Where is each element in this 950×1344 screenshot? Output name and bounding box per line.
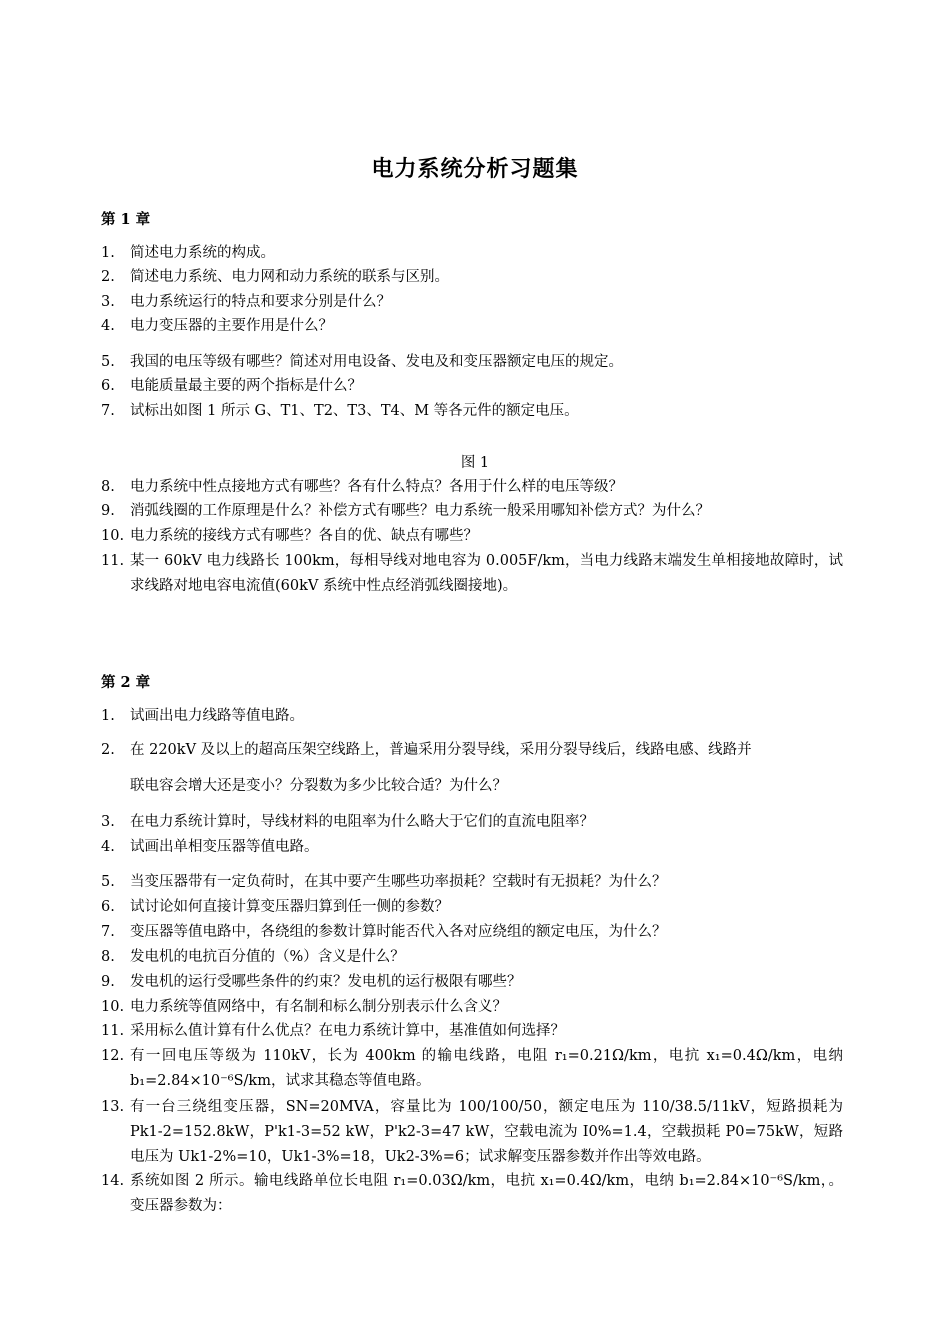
- item-text: 电力系统中性点接地方式有哪些？各有什么特点？各用于什么样的电压等级？: [130, 479, 623, 495]
- list-item: [101, 835, 843, 860]
- list-item: [101, 524, 843, 549]
- item-number: 1.: [101, 245, 115, 261]
- item-number: 4.: [101, 318, 115, 334]
- item-text: 简述电力系统的构成。: [130, 245, 275, 261]
- item-number: 10.: [101, 528, 125, 544]
- list-item: [101, 704, 843, 729]
- list-item: [101, 265, 843, 290]
- list-item: [101, 810, 843, 835]
- page-title: 电力系统分析习题集: [371, 156, 579, 182]
- list-item: [101, 970, 843, 995]
- item-text: 变压器等值电路中，各绕组的参数计算时能否代入各对应绕组的额定电压，为什么？: [130, 924, 667, 940]
- item-text: 电力系统的接线方式有哪些？各自的优、缺点有哪些？: [130, 528, 478, 544]
- item-number: 5.: [101, 874, 115, 890]
- item-text: 在 220kV 及以上的超高压架空线路上，普遍采用分裂导线，采用分裂导线后，线路电感、线路并: [130, 742, 752, 758]
- item-number: 9.: [101, 974, 115, 990]
- item-number: 11.: [101, 1023, 125, 1039]
- item-text: 电力系统等值网络中，有名制和标么制分别表示什么含义？: [130, 999, 507, 1015]
- list-item: [101, 499, 843, 524]
- item-text: 简述电力系统、电力网和动力系统的联系与区别。: [130, 269, 449, 285]
- item-number: 4.: [101, 839, 115, 855]
- list-item: [101, 290, 843, 315]
- item-number: 11.: [101, 553, 125, 569]
- item-number: 2.: [101, 742, 115, 758]
- item-number: 3.: [101, 814, 115, 830]
- item-number: 2.: [101, 269, 115, 285]
- item-number: 14.: [101, 1173, 125, 1189]
- list-item: [101, 314, 843, 339]
- list-item: [101, 374, 843, 399]
- list-item: [101, 350, 843, 375]
- item-number: 8.: [101, 949, 115, 965]
- item-text: 发电机的电抗百分值的（%）含义是什么？: [130, 949, 405, 965]
- item-number: 12.: [101, 1048, 125, 1064]
- chapter-1-heading: 第 1 章: [101, 211, 151, 228]
- item-text: 采用标么值计算有什么优点？在电力系统计算中，基准值如何选择？: [130, 1023, 565, 1039]
- item-text: 我国的电压等级有哪些？简述对用电设备、发电及和变压器额定电压的规定。: [130, 354, 623, 370]
- list-item: [101, 995, 843, 1020]
- item-number: 13.: [101, 1099, 125, 1115]
- list-item: [101, 870, 843, 895]
- item-text: 有一回电压等级为 110kV，长为 400km 的输电线路，电阻 r₁=0.21Ω/km，电抗 x₁=0.4Ω/km，电纳 b₁=2.84×10⁻⁶S/km，试求其稳态等值电路。: [130, 1048, 843, 1089]
- list-item: [101, 1044, 843, 1094]
- chapter-2-heading: 第 2 章: [101, 674, 151, 691]
- item-number: 7.: [101, 924, 115, 940]
- item-number: 1.: [101, 708, 115, 724]
- item-number: 8.: [101, 479, 115, 495]
- item-number: 7.: [101, 403, 115, 419]
- item-text: 在电力系统计算时，导线材料的电阻率为什么略大于它们的直流电阻率？: [130, 814, 594, 830]
- list-item: [101, 399, 843, 424]
- item-text: 电力系统运行的特点和要求分别是什么？: [130, 294, 391, 310]
- list-item: [101, 1095, 843, 1170]
- item-text: 试画出单相变压器等值电路。: [130, 839, 319, 855]
- item-text-continuation: 联电容会增大还是变小？分裂数为多少比较合适？为什么？: [130, 778, 507, 794]
- item-number: 6.: [101, 378, 115, 394]
- item-number: 3.: [101, 294, 115, 310]
- list-item: [101, 1019, 843, 1044]
- item-text: 电能质量最主要的两个指标是什么？: [130, 378, 362, 394]
- list-item: [101, 549, 843, 599]
- item-number: 5.: [101, 354, 115, 370]
- item-number: 6.: [101, 899, 115, 915]
- list-item: [101, 241, 843, 266]
- item-text: 某一 60kV 电力线路长 100km，每相导线对地电容为 0.005F/km，当电力线路末端发生单相接地故障时，试求线路对地电容电流值(60kV 系统中性点经消弧线圈接地)。: [130, 553, 843, 594]
- list-item: [101, 1169, 843, 1219]
- item-number: 9.: [101, 503, 115, 519]
- figure-caption: 图 1: [460, 455, 490, 471]
- item-text: 当变压器带有一定负荷时，在其中要产生哪些功率损耗？空载时有无损耗？为什么？: [130, 874, 667, 890]
- list-item: [101, 895, 843, 920]
- item-text: 有一台三绕组变压器，SN=20MVA，容量比为 100/100/50，额定电压为 110/38.5/11kV，短路损耗为 Pk1-2=152.8kW，P'k1-3=52 kW，P'k2-3=47 kW，空载电流为 I0%=1.4，空载损耗 P0=75kW，短路电压为 Uk1-2%=10，Uk1-3%=18，Uk2-3%=6；试求解变压器参数并作出等效电路。: [130, 1099, 843, 1165]
- item-number: 10.: [101, 999, 125, 1015]
- list-item: [101, 920, 843, 945]
- list-item: [101, 738, 843, 799]
- item-text: 消弧线圈的工作原理是什么？补偿方式有哪些？电力系统一般采用哪知补偿方式？为什么？: [130, 503, 710, 519]
- item-text: 试画出电力线路等值电路。: [130, 708, 304, 724]
- list-item: [101, 945, 843, 970]
- item-text: 电力变压器的主要作用是什么？: [130, 318, 333, 334]
- list-item: [101, 475, 843, 500]
- item-text: 系统如图 2 所示。输电线路单位长电阻 r₁=0.03Ω/km，电抗 x₁=0.4Ω/km，电纳 b₁=2.84×10⁻⁶S/km，。变压器参数为：: [130, 1173, 843, 1214]
- item-text: 发电机的运行受哪些条件的约束？发电机的运行极限有哪些？: [130, 974, 522, 990]
- item-text: 试讨论如何直接计算变压器归算到任一侧的参数？: [130, 899, 449, 915]
- item-text: 试标出如图 1 所示 G、T1、T2、T3、T4、M 等各元件的额定电压。: [130, 403, 579, 419]
